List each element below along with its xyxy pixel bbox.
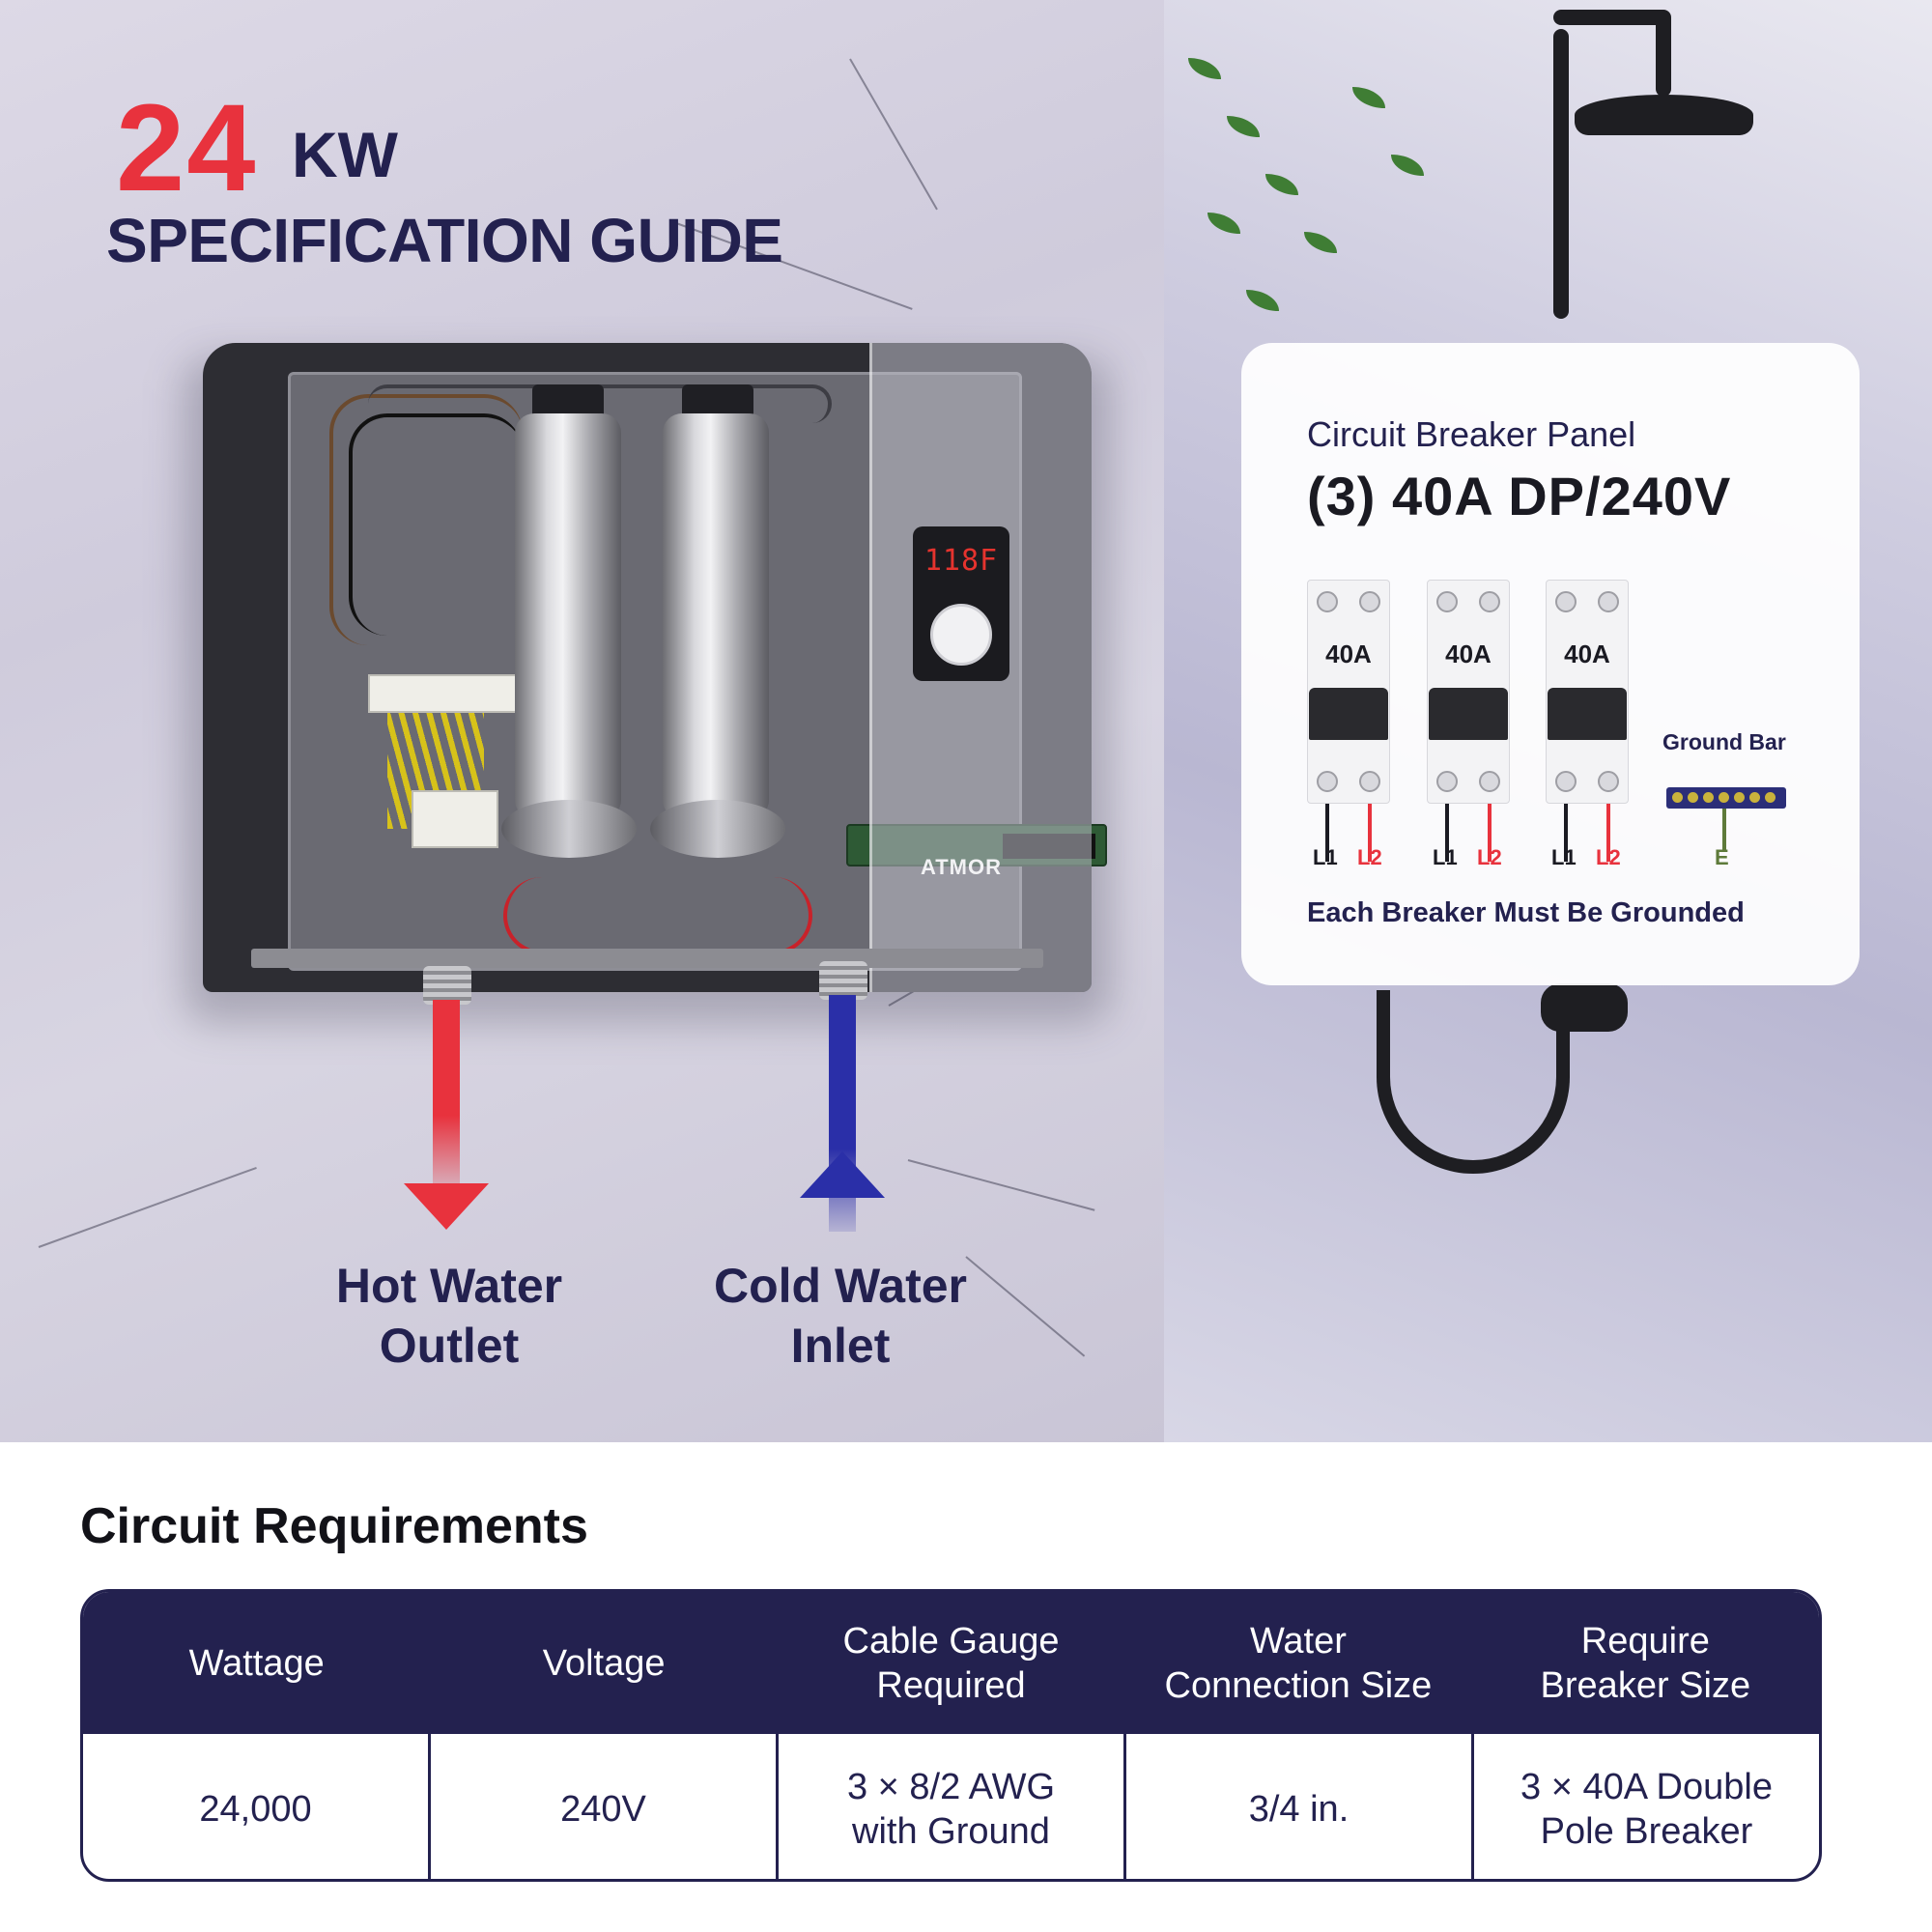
cold-inlet-fitting (819, 961, 867, 1000)
breaker-rating: 40A (1445, 639, 1492, 668)
arrow-down-icon (404, 1183, 489, 1230)
hot-water-flow (433, 1000, 460, 1193)
hot-outlet-fitting (423, 966, 471, 1005)
terminal-label-l2: L2 (1357, 845, 1382, 869)
circuit-breaker (1546, 580, 1629, 804)
bottom-plate (251, 949, 1043, 968)
temperature-readout: 118F (923, 544, 999, 578)
cell-breaker-size: 3 × 40A Double Pole Breaker (1520, 1767, 1773, 1852)
header-wattage: Wattage (188, 1642, 325, 1684)
cell-voltage: 240V (431, 1734, 779, 1882)
breaker-toggle (1429, 688, 1508, 740)
breaker-rating: 40A (1325, 639, 1372, 668)
ground-terminal-label: E (1715, 845, 1729, 869)
heating-chamber (663, 413, 769, 819)
breaker-rating: 40A (1564, 639, 1610, 668)
cell-cable-gauge: 3 × 8/2 AWG with Ground (779, 1734, 1126, 1882)
terminal-block (412, 790, 498, 848)
arrow-up-icon (800, 1151, 885, 1198)
breaker-panel-card (1241, 343, 1860, 985)
circuit-breaker (1427, 580, 1510, 804)
header-voltage: Voltage (542, 1642, 666, 1684)
grounding-note: Each Breaker Must Be Grounded (1307, 897, 1745, 928)
heating-chamber (515, 413, 621, 819)
requirements-title: Circuit Requirements (80, 1498, 588, 1554)
terminal-label-l1: L1 (1433, 845, 1458, 869)
table-row (83, 1734, 1819, 1882)
circuit-breaker (1307, 580, 1390, 804)
breaker-panel-title: Circuit Breaker Panel (1307, 414, 1636, 454)
terminal-label-l2: L2 (1477, 845, 1502, 869)
table-header-row (83, 1592, 1819, 1734)
shower-arm (1553, 10, 1669, 25)
shower-drop-pipe (1656, 10, 1671, 97)
ground-bar-icon (1666, 787, 1786, 809)
terminal-label-l1: L1 (1551, 845, 1577, 869)
cell-wattage: 24,000 (83, 1734, 431, 1882)
hot-water-label: Hot Water Outlet (335, 1259, 563, 1373)
wattage-headline: 24 (116, 79, 258, 217)
temperature-knob (930, 604, 992, 666)
terminal-label-l2: L2 (1596, 845, 1621, 869)
breaker-toggle (1548, 688, 1627, 740)
brand-logo: ATMOR (920, 855, 1003, 879)
header-water-connection: Water Connection Size (1164, 1620, 1433, 1706)
cell-water-connection: 3/4 in. (1126, 1734, 1474, 1882)
temperature-display (913, 526, 1009, 681)
terminal-block (368, 674, 523, 713)
shower-head-icon (1575, 95, 1753, 135)
page-title: SPECIFICATION GUIDE (106, 206, 783, 275)
cold-water-label: Cold Water Inlet (713, 1259, 968, 1373)
terminal-label-l1: L1 (1313, 845, 1338, 869)
breaker-panel-spec: (3) 40A DP/240V (1307, 466, 1732, 526)
requirements-table (80, 1589, 1822, 1882)
breaker-toggle (1309, 688, 1388, 740)
shower-valve (1541, 983, 1628, 1032)
ground-bar-label: Ground Bar (1662, 729, 1786, 754)
header-cable-gauge: Cable Gauge Required (842, 1620, 1060, 1706)
wattage-unit: KW (292, 119, 398, 190)
shower-riser (1553, 29, 1569, 319)
water-heater-unit (203, 343, 1092, 992)
header-breaker-size: Require Breaker Size (1540, 1620, 1751, 1706)
